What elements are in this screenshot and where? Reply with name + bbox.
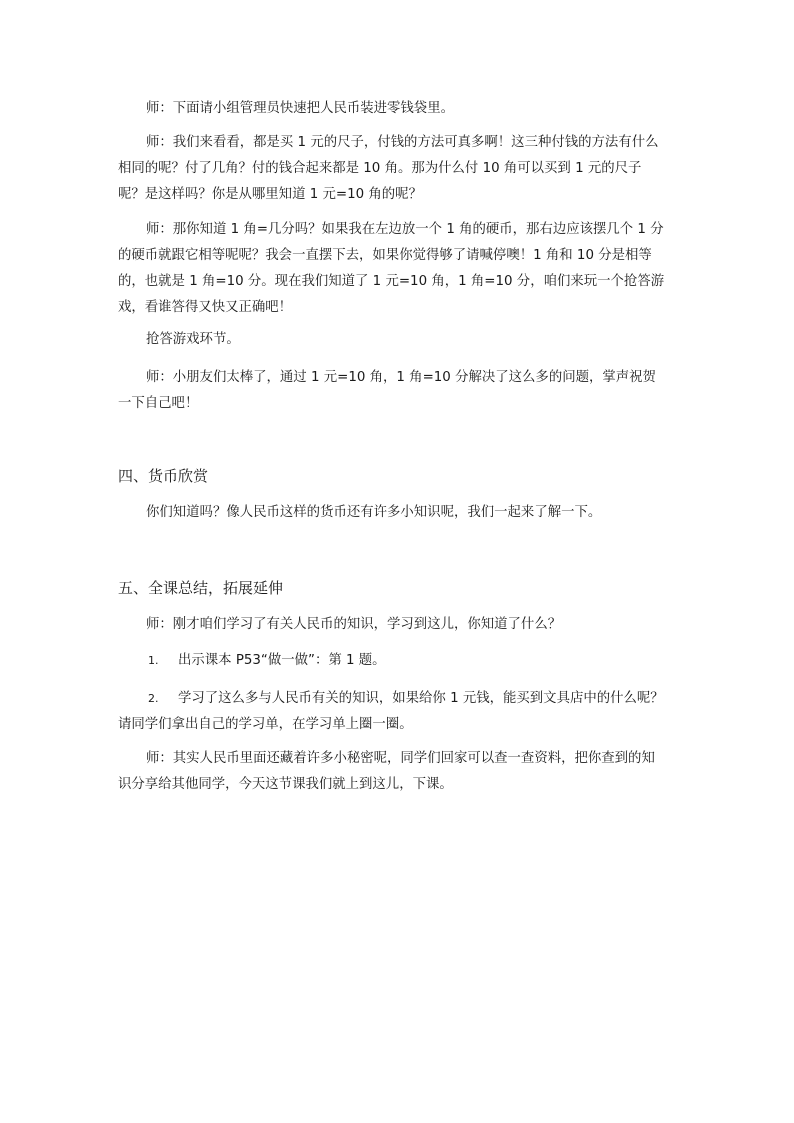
list-item-text: 学习了这么多与人民币有关的知识，如果给你 1 元钱，能买到文具店中的什么呢？请同学们拿出自己的学习单，在学习单上圈一圈。 — [118, 691, 664, 732]
paragraph-praise: 师：小朋友们太棒了，通过 1 元=10 角，1 角=10 分解决了这么多的问题，掌声祝贺一下自己吧！ — [118, 370, 656, 411]
list-item-text: 出示课本 P53“做一做”：第 1 题。 — [178, 653, 386, 668]
paragraph-teacher-instruction: 师：下面请小组管理员快速把人民币装进零钱袋里。 — [146, 101, 454, 116]
list-item — [118, 648, 666, 674]
paragraph-jiao-fen: 师：那你知道 1 角=几分吗？如果我在左边放一个 1 角的硬币，那右边应该摆几个 1 分的硬币就跟它相等呢呢？我会一直摆下去，如果你觉得够了请喊停噢！1 角和 10 分是相等的，也就是 1 角=10 分。现在我们知道了 1 元=10 角，1 角=10 分，咱们来玩一个抢答游戏，看谁答得又快又正确吧！ — [118, 222, 665, 315]
paragraph-closing: 师：其实人民币里面还藏着许多小秘密呢，同学们回家可以查一查资料，把你查到的知识分享给其他同学，今天这节课我们就上到这儿，下课。 — [118, 751, 655, 792]
paragraph-payment-methods: 师：我们来看看，都是买 1 元的尺子，付钱的方法可真多啊！这三种付钱的方法有什么相同的呢？付了几角？付的钱合起来都是 10 角。那为什么付 10 角可以买到 1 元的尺子呢？是这样吗？你是从哪里知道 1 元=10 角的呢？ — [118, 135, 659, 202]
paragraph-currency-knowledge: 你们知道吗？像人民币这样的货币还有许多小知识呢，我们一起来了解一下。 — [146, 505, 602, 520]
paragraph-what-learned: 师：刚才咱们学习了有关人民币的知识，学习到这儿，你知道了什么？ — [146, 617, 562, 632]
section-heading-summary: 五、全课总结，拓展延伸 — [118, 579, 284, 597]
paragraph-quiz-game: 抢答游戏环节。 — [146, 332, 240, 347]
section-heading-currency-appreciation: 四、货币欣赏 — [118, 467, 209, 485]
list-item — [118, 686, 666, 738]
list-number: 2. — [148, 692, 159, 705]
list-number: 1. — [148, 654, 159, 667]
